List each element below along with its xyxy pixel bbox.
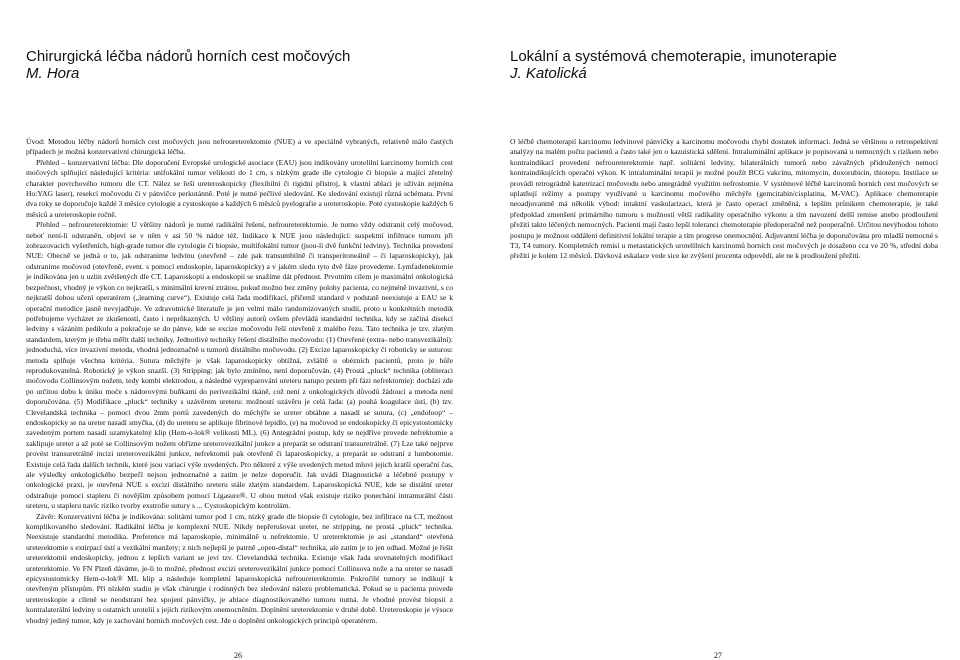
left-paragraph-conclusion: Závěr: Konzervativní léčba je indikována: solitární tumor pod 1 cm, nízký grade dle biopsie či cytologie, bez infiltrace na CT, možnost komplikovaného sledování. Radikální léčba je komplexní NUE. Nikdy nepřerušovat ureter, ne stripping, ne prostá „pluck“ technika. Neexistuje standardní metodika. Preference má laparoskopie, minimálně u nefrektomie. U ureterektomie je asi „standard“ otevřená ureterektomie s extirpací ústí a vezikální manžety; z nich nejlepší je patrně „open-distal“ technika, ale zatím je to jen odhad. Možné je řešit ureterektomii endoskopicky, jednou z lepších variant se jeví tzv. Clevelandská technika. Existuje však řada srovnatelných modifikací ureterektomie. Ve FN Plzeň dáváme, je-li to možné, přednost excizi ureterovezikální junkce pomocí Collinsova nože a na ureter se nasadí epicystostomicky Hem-o-lok® ML klip a následuje kompletní laparoskopická nefroureterektomie. Pokročilé tumory se indikují k otevřeným přístupům. Při nízkém stadiu je však chirurgie i rodinných bez sledování nálezu problematická. Pokud se u pacienta provede ureteroskopie a cíleně se neodstraní bez spojení pánvičky, je ablace diagnostikovaného tumoru nutná. Je vhodné provést biopsii z kontralaterální ledviny u ostatních urotelií s jejich rizikovým onemocněním. Doplnění ureterektomie v druhé době. Ureteroskopie je výsoce vhodný jediný tumor, kdy je zachování horních močových cest. Jde o doplnění onkologických principů operatérem. [26, 511, 453, 625]
right-page [480, 0, 960, 659]
left-paragraph-conservative: Přehled – konzervativní léčba: Dle doporučení Evropské urologické asociace (EAU) jsou indikovány urotelilní karcinomy horních cest močových splňující následující kritéria: unifokální tumor velikosti do 1 cm, s nízkým grade dle cytologie či biopsie a mající zřetelný charakter povrchového tumoru dle CT. Nález se řeší ureteroskopicky (flexibilní či rigidní přístroj, k vlastní ablaci je užíván zejména Ho:YAG laser), resekcí močovodu či v pánvičce perkutánně. Poté je nutné pečlivé sledování. Ke sledování existují různá schémata. První dva roky se doporučuje každé 3 měsíce cytologie a cystoskopie a každých 6 měsíců pyelografie a ureteroskopie. Poté cystoskopie každých 6 měsíců a ureteroskopie ročně. [26, 157, 454, 219]
left-body-text [26, 137, 453, 626]
right-page-number: 27 [714, 651, 722, 660]
left-page [0, 0, 480, 659]
right-body-text [510, 137, 938, 262]
left-title-text: Chirurgická léčba nádorů horních cest močových [26, 48, 351, 65]
right-paragraph-chemotherapy: O léčbě chemoterapií karcinomu ledvinové pánvičky a karcinomu močovodu chybí dostatek informací. Jedná se většinou o retrospektivní analýzy na malém počtu pacientů a často také jen o kazuistická sdělení. Intraluminální aplikace je popisovaná u nemocných s rizikem nebo kontraindikací provedení nefroureterektomie např. solitární ledviny, bilaterálních tumorů nebo závažných přidružených nemocí kontraindikujících operační výkon. K intraluminální terapii je možné použít BCG vakcínu, mitomycin, doxorubicin, thiotepu. Instilace se provádí retrográdně katetrizací močovodu nebo antegrádně využitím nefrostomie. V systémové léčbě karcinomů horních cest močových se uplatňují režimy a postupy využívané u karcinomu močového měchýře (gemcitabin/cisplatina, M-VAC). Aplikace chemoterapie neoadjuvantně má několik výhod: intaktní vaskularizaci, která je často operací změněná, s lepším průnikem chemoterapie, je také předpoklad zmenšení primárního tumoru s možností větší radikality operačního výkonu a tím navození delší remise anebo prodloužení přežití takto léčených nemocných. Pacienti mají často lepší toleranci chemoterapie předoperačně než pooperačně. Určitou nevýhodou tohoto postupu je možnost oddálení definitivní lokální terapie a tím progrese onemocnění. Adjuvantní léčba je doporučována pro mladší nemocné s T3, T4 tumory. Kompletních remisí u metastatických urotelilních karcinomů horních cest močových je dosaženo cca ve 20 %, střední doba přežití je kolem 12 měsíců. Dávková eskalace vede sice ke zvýšení procenta odpovědí, ale ne k prodloužení přežití. [510, 137, 938, 261]
right-article-title [510, 48, 837, 82]
right-author: J. Katolická [510, 65, 587, 82]
left-page-number: 26 [234, 651, 242, 660]
right-title-text: Lokální a systémová chemoterapie, imunoterapie [510, 48, 837, 65]
left-author: M. Hora [26, 65, 80, 82]
left-paragraph-intro: Úvod: Metodou léčby nádorů horních cest močových jsou nefroureterektomie (NUE) a ve speciálně vybraných, relativně málo častých případech je možná konzervativní chirurgická léčba. [26, 137, 453, 157]
left-paragraph-nephroureterectomy: Přehled – nefroureterektomie: U většiny nádorů je nutné radikální řešení, nefroureterektomie. Je nutno vždy odstranit celý močovod, neboť není-li odstraněn, objeví se v něm v asi 50 % nádor též. Indikace k NUE jsou následující: suspektní infiltrace tumoru při zobrazovacích vyšetřeních, high-grade tumor dle cytologie či biopsie, multifokální tumor (jsou-li dvě funkční ledviny). Technika provedení NUE: Obecně se jedná o to, jak odstranime ledvinu (otevřeně – zde pak transumbilně či transperitoneálně – či laparoskopicky), jak odstranime močovod (otevřeně, event. s pomocí endoskopie, laparoskopicky) a v jakém sledu tyto dvě fáze provedeme. Lymfadenektomie je indikována jen u uzlin zvětšených dle CT. Laparoskopii a endoskopii se snažíme dát přednost. Prvotním cílem je maximální onkologická bezpečnost, vhodný je výkon co nejkratší, s minimální krevní ztrátou, pokud možno bez změny polohy pacienta, co nejméně invazivní, s co nejkratší dobou učení operatérem („learning curve“). Existuje celá řada modifikací, přičemž standard v podstatě neexistuje a EAU se k operační metodice jasně nevyjadřuje. Ve zdravotnické literatuře je jen velmi málo randomizovaných studií, proto u konkrétních metodik potřebujeme vycházet ze zkušeností, často i neprůkazných. U většiny autorů ovšem převládá standardní technika, kdy se začíná disekcí ledviny s vázáním pedikulu a pokračuje se do pánve, kde se excize močovodu řeší otevřeně z malého řezu. Tato technika je tzv. zlatým standardem, kterým je třeba měřit další techniky. Jednotlivé techniky řešení distálního močovodu: (1) Otevřené (extra- nebo transvezikální): jednoduchá, více invazivní metoda, vhodná jednoznačně u tumorů distálního močovodu. (2) Excize laparoskopicky či roboticky se suturou: metoda splňuje všechna kritéria. Sutura měchýře je však laparoskopicky obtížná, zvláště u obézních pacientů, proto je hůře reprodukovatelná. Robotický je výkon snazší. (3) Stripping: jak bylo zmíněno, není doporučován. (4) Prostá „pluck“ technika (obliteraci močovodu Collinsovým nožem, tedy kombi elektrodou, a následné vypreparování ureteru natupo prstem při fázi nefrektomie): dochází zde po určitou dobu k úniku moče s nádorovými buňkami do perivezikální tkáně, což není z onkologických důvodů žádoucí a metoda není doporučována. (5) Modifikace „pluck“ techniky s uzávěrem ureteru: možností uzávěru je celá řada: (a) pouhá koagulace ústí, (b) tzv. Clevelandská technika – pomocí dvou 2mm portů zavedených do měchýře se ureter obtáhne a nasadí se sutura, (c) „endoloop“ – endoskopicky se na ureter nasadí smyčka, (d) do ureteru se aplikuje fibrinové lepidlo, (e) na močovod se endoskopicky či epicystostomicky zavedeným portem nasadí uzamykatelný klip (Hem-o-lok® velikosti ML). (6) Antegrádní postup, kdy se nejdříve provede nefrektomie a zaklipuje ureter a až poté se Collinsovým nožem obřízne ureterovezikální junkce a preparát se odstraní transuretrálně. (7) Lze také nejprve provést transuretrálně incizi ureterovezikální junkce, nefrektomii pak otevřeně či laparoskopicky, a preparát se odstraní z lumbotomie. Existuje celá řada dalších technik, které jsou variací výše uvedených. Pro některé z výše uvedených metod mluví jejich kratší operační čas, ale výsledky onkologického bezpečí nejsou jednoznačné a zatím je nelze doporučit. Jak uvádí Diagnostické a léčebné postupy v onkologické praxi, je otevřená NUE s excizí distálního ureteru stále zlatým standardem. Laparoskopická NUE, kde se distální ureter odstraňuje pomocí stapleru či novějším způsobem pomocí Ligasure®. U obou metod však existuje riziko ponechání intramurální části ureteru, u stapleru navíc riziko tvorby exstrofie sutury s ... Cystoskopickým kontrolám. [26, 220, 453, 511]
left-article-title [26, 48, 350, 82]
